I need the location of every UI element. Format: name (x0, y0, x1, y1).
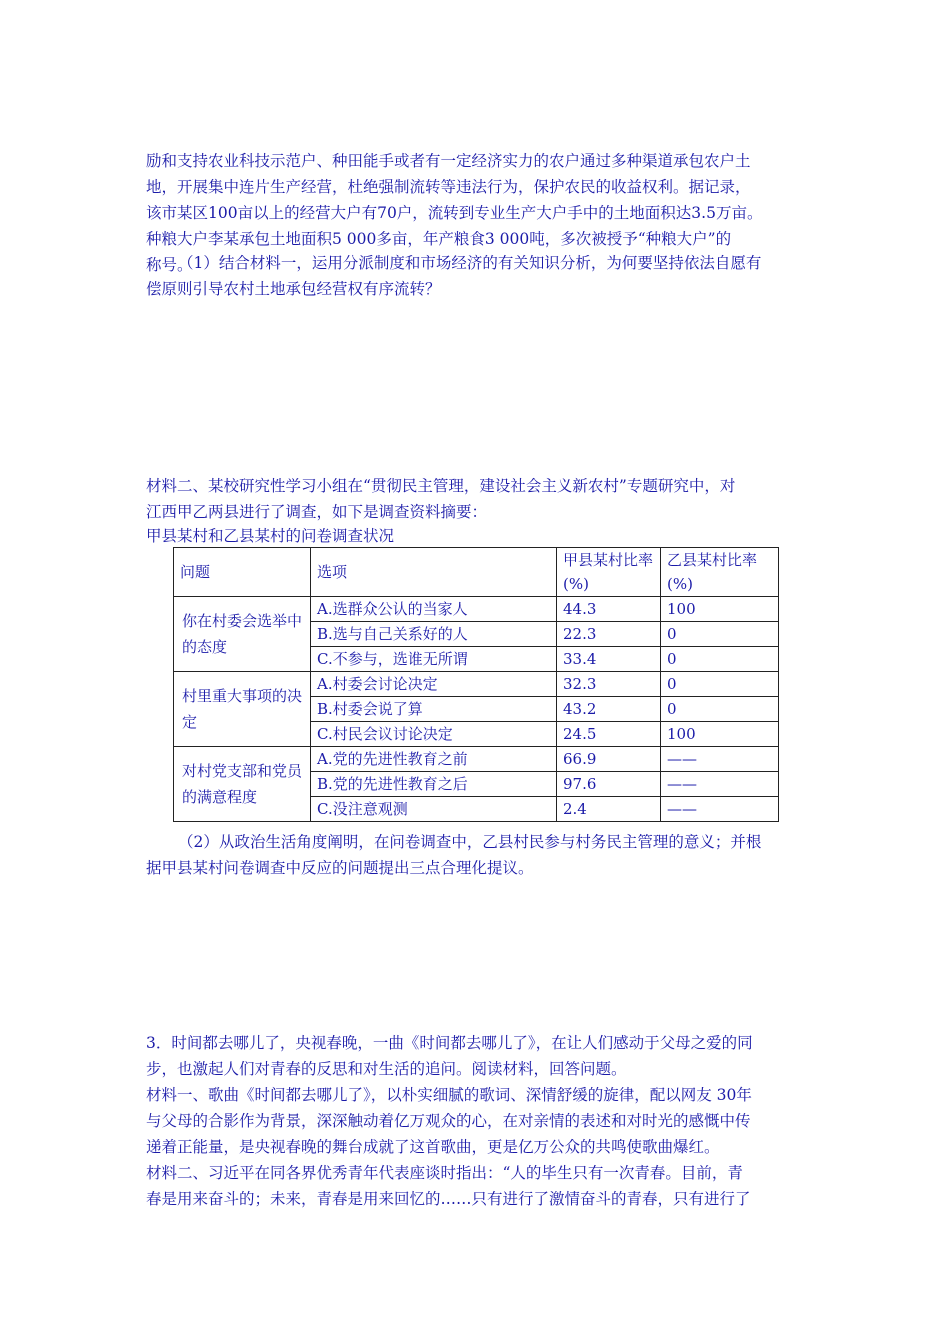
table-row (174, 597, 779, 622)
table-header-row (174, 548, 779, 597)
option-cell: A.党的先进性教育之前 (311, 747, 557, 772)
text-line: 递着正能量，是央视春晚的舞台成就了这首歌曲，更是亿万公众的共鸣使歌曲爆红。 (146, 1138, 720, 1156)
text-line: 偿原则引导农村土地承包经营权有序流转？ (146, 280, 441, 298)
question-1 (146, 250, 810, 302)
value-cell: 44.3 (557, 597, 661, 622)
text-line: 励和支持农业科技示范户、种田能手或者有一定经济实力的农户通过多种渠道承包农户土 (146, 152, 751, 170)
value-cell: 0 (661, 697, 779, 722)
question-cell: 你在村委会选举中的态度 (174, 597, 311, 672)
value-cell: 66.9 (557, 747, 661, 772)
text-line: （1）结合材料一，运用分派制度和市场经济的有关知识分析，为何要坚持依法自愿有 (178, 254, 762, 272)
question-2 (146, 829, 810, 881)
value-cell: 43.2 (557, 697, 661, 722)
text-line: 种粮大户李某承包土地面积5 000多亩，年产粮食3 000吨，多次被授予“种粮大户”的 (146, 230, 732, 248)
value-cell: 32.3 (557, 672, 661, 697)
option-cell: C.村民会议讨论决定 (311, 722, 557, 747)
question-cell: 对村党支部和党员的满意程度 (174, 747, 311, 822)
value-cell: 2.4 (557, 797, 661, 822)
header-cell: 选项 (311, 548, 557, 597)
option-cell: B.村委会说了算 (311, 697, 557, 722)
text-line: 春是用来奋斗的；未来，青春是用来回忆的……只有进行了激情奋斗的青春，只有进行了 (146, 1190, 751, 1208)
option-cell: B.党的先进性教育之后 (311, 772, 557, 797)
header-cell: 甲县某村比率(%) (557, 548, 661, 597)
text-line: 3．时间都去哪儿了，央视春晚，一曲《时间都去哪儿了》，在让人们感动于父母之爱的同 (146, 1034, 753, 1052)
header-cell: 问题 (174, 548, 311, 597)
value-cell: 0 (661, 672, 779, 697)
text-line: 步，也激起人们对青春的反思和对生活的追问。阅读材料，回答问题。 (146, 1060, 627, 1078)
material-2-paragraph (146, 473, 810, 547)
text-line: 地，开展集中连片生产经营，杜绝强制流转等违法行为，保护农民的收益权利。据记录， (146, 178, 751, 196)
value-cell: 100 (661, 597, 779, 622)
question-cell: 村里重大事项的决定 (174, 672, 311, 747)
text-line: 材料二、某校研究性学习小组在“贯彻民主管理，建设社会主义新农村”专题研究中，对 (146, 477, 736, 495)
value-cell: —— (661, 772, 779, 797)
text-line: 江西甲乙两县进行了调查，如下是调查资料摘要： (146, 503, 488, 521)
text-line: （2）从政治生活角度阐明，在问卷调查中，乙县村民参与村务民主管理的意义；并根 (178, 833, 762, 851)
text-line: 该市某区100亩以上的经营大户有70户，流转到专业生产大户手中的土地面积达3.5万亩。 (146, 204, 763, 222)
value-cell: 97.6 (557, 772, 661, 797)
question-3-section (146, 1030, 810, 1212)
header-cell: 乙县某村比率(%) (661, 548, 779, 597)
table-caption: 甲县某村和乙县某村的问卷调查状况 (146, 527, 395, 545)
option-cell: A.村委会讨论决定 (311, 672, 557, 697)
table-row (174, 747, 779, 772)
value-cell: 0 (661, 647, 779, 672)
option-cell: C.没注意观测 (311, 797, 557, 822)
value-cell: —— (661, 747, 779, 772)
text-line: 据甲县某村问卷调查中反应的问题提出三点合理化提议。 (146, 859, 534, 877)
value-cell: 100 (661, 722, 779, 747)
value-cell: 22.3 (557, 622, 661, 647)
option-cell: C.不参与，选谁无所谓 (311, 647, 557, 672)
text-line: 材料一、歌曲《时间都去哪儿了》，以朴实细腻的歌词、深情舒缓的旋律，配以网友 30年 (146, 1086, 752, 1104)
value-cell: 24.5 (557, 722, 661, 747)
text-line: 材料二、习近平在同各界优秀青年代表座谈时指出：“人的毕生只有一次青春。目前，青 (146, 1164, 743, 1182)
value-cell: 33.4 (557, 647, 661, 672)
value-cell: 0 (661, 622, 779, 647)
survey-table (173, 547, 779, 822)
text-line: 与父母的合影作为背景，深深触动着亿万观众的心，在对亲情的表述和对时光的感慨中传 (146, 1112, 751, 1130)
table-row (174, 672, 779, 697)
text-line: 称号。 (146, 256, 193, 274)
option-cell: A.选群众公认的当家人 (311, 597, 557, 622)
value-cell: —— (661, 797, 779, 822)
option-cell: B.选与自己关系好的人 (311, 622, 557, 647)
